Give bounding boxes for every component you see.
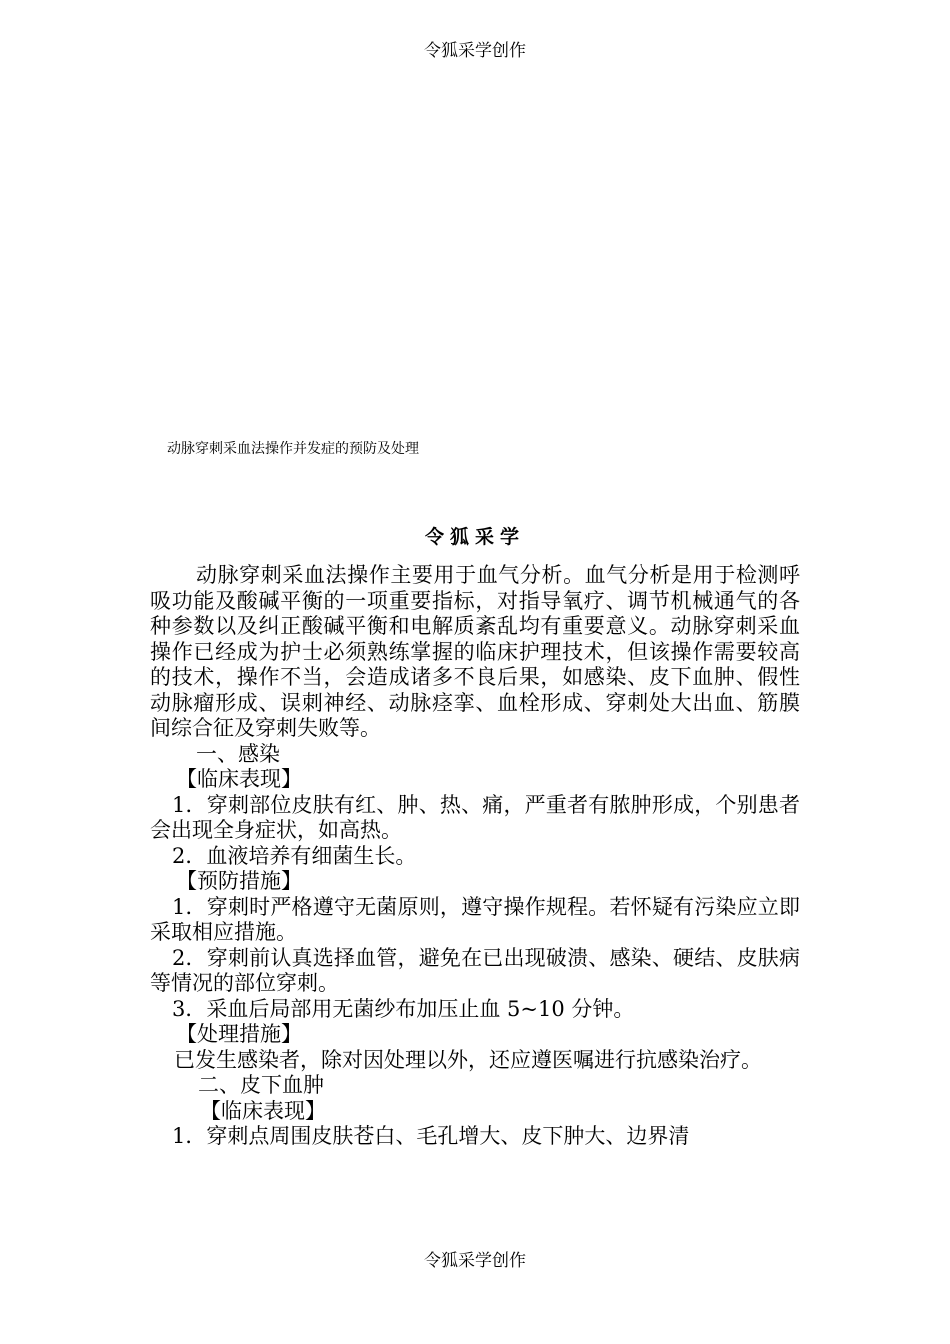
list-item: 1．穿刺点周围皮肤苍白、毛孔增大、皮下肿大、边界清 (172, 1124, 690, 1148)
treatment-label: 【处理措施】 (176, 1022, 302, 1046)
section-heading-infection: 一、感染 (196, 741, 280, 766)
list-item: 1．穿刺部位皮肤有红、肿、热、痛，严重者有脓肿形成，个别患者会出现全身症状，如高热。 (150, 792, 800, 842)
page-header: 令狐采学创作 (424, 41, 526, 61)
document-body (150, 563, 800, 1150)
section-heading-hematoma: 二、皮下血肿 (198, 1073, 324, 1097)
author-subtitle: 令狐采学 (424, 526, 525, 548)
list-item: 2．穿刺前认真选择血管，避免在已出现破溃、感染、硬结、皮肤病等情况的部位穿刺。 (150, 945, 800, 995)
treatment-paragraph: 已发生感染者，除对因处理以外，还应遵医嘱进行抗感染治疗。 (174, 1047, 762, 1072)
prevention-label: 【预防措施】 (176, 869, 302, 893)
list-item: 1．穿刺时严格遵守无菌原则，遵守操作规程。若怀疑有污染应立即采取相应措施。 (150, 894, 800, 944)
page-footer: 令狐采学创作 (424, 1251, 526, 1271)
document-title: 动脉穿刺采血法操作并发症的预防及处理 (167, 441, 419, 457)
clinical-label: 【临床表现】 (176, 767, 302, 791)
list-item: 3．采血后局部用无菌纱布加压止血 5~10 分钟。 (172, 996, 635, 1021)
intro-paragraph: 动脉穿刺采血法操作主要用于血气分析。血气分析是用于检测呼吸功能及酸碱平衡的一项重要指标，对指导氧疗、调节机械通气的各种参数以及纠正酸碱平衡和电解质紊乱均有重要意义。动脉穿刺采血操作已经成为护士必须熟练掌握的临床护理技术，但该操作需要较高的技术，操作不当，会造成诸多不良后果，如感染、皮下血肿、假性动脉瘤形成、误刺神经、动脉痉挛、血栓形成、穿刺处大出血、筋膜间综合征及穿刺失败等。 (150, 563, 800, 740)
list-item: 2．血液培养有细菌生长。 (172, 843, 417, 868)
clinical-label: 【临床表现】 (200, 1098, 326, 1123)
